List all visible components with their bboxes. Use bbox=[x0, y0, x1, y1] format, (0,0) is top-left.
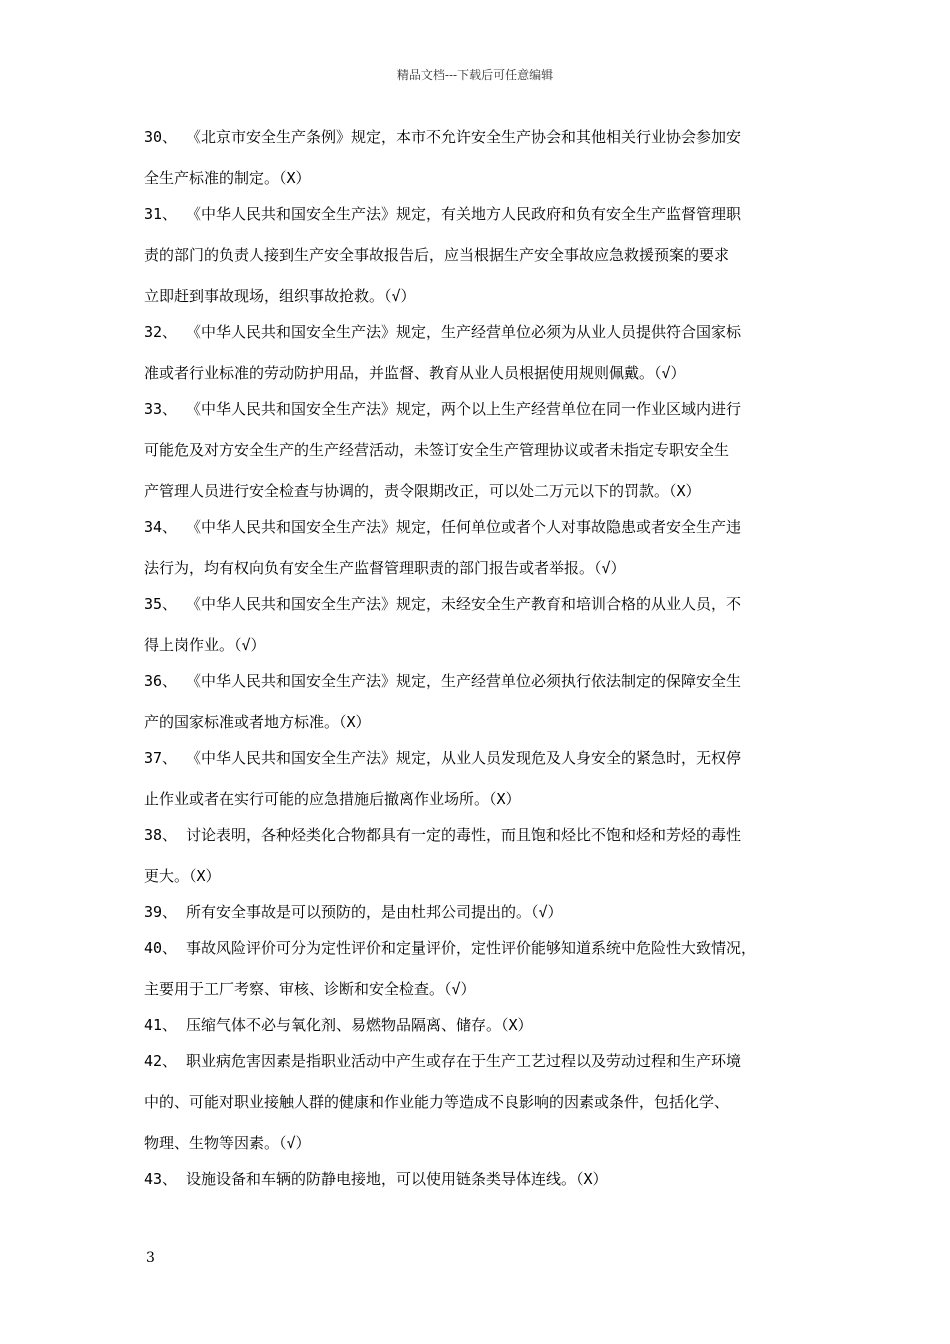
question-number: 34、 bbox=[144, 518, 178, 536]
question-line bbox=[144, 788, 824, 810]
question-text: 压缩气体不必与氧化剂、易燃物品隔离、储存。（X） bbox=[186, 1016, 533, 1034]
question-number: 31、 bbox=[144, 205, 178, 223]
question-text: 《中华人民共和国安全生产法》规定，从业人员发现危及人身安全的紧急时，无权停 bbox=[186, 749, 742, 767]
question-number: 37、 bbox=[144, 749, 178, 767]
question-text: 中的、可能对职业接触人群的健康和作业能力等造成不良影响的因素或条件，包括化学、 bbox=[144, 1093, 730, 1111]
question-item bbox=[144, 1014, 824, 1036]
question-line bbox=[144, 747, 824, 769]
question-number: 36、 bbox=[144, 672, 178, 690]
question-line bbox=[144, 593, 824, 615]
question-line bbox=[144, 978, 824, 1000]
question-number: 43、 bbox=[144, 1170, 178, 1188]
question-line bbox=[144, 557, 824, 579]
question-line bbox=[144, 901, 824, 923]
question-text: 止作业或者在实行可能的应急措施后撤离作业场所。（X） bbox=[144, 790, 521, 808]
question-text: 设施设备和车辆的防静电接地，可以使用链条类导体连线。（X） bbox=[186, 1170, 608, 1188]
question-line bbox=[144, 398, 824, 420]
question-line bbox=[144, 634, 824, 656]
question-item bbox=[144, 398, 824, 502]
question-line bbox=[144, 285, 824, 307]
question-item bbox=[144, 321, 824, 384]
question-text: 物理、生物等因素。（√） bbox=[144, 1134, 311, 1152]
question-line bbox=[144, 865, 824, 887]
question-line bbox=[144, 1168, 824, 1190]
question-text: 职业病危害因素是指职业活动中产生或存在于生产工艺过程以及劳动过程和生产环境 bbox=[186, 1052, 742, 1070]
question-line bbox=[144, 167, 824, 189]
question-text: 事故风险评价可分为定性评价和定量评价，定性评价能够知道系统中危险性大致情况， bbox=[186, 939, 757, 957]
question-number: 30、 bbox=[144, 128, 178, 146]
question-line bbox=[144, 439, 824, 461]
question-item bbox=[144, 670, 824, 733]
question-item bbox=[144, 937, 824, 1000]
question-item bbox=[144, 203, 824, 307]
header-watermark: 精品文档---下载后可任意编辑 bbox=[396, 68, 554, 82]
question-line bbox=[144, 1050, 824, 1072]
question-number: 32、 bbox=[144, 323, 178, 341]
question-line bbox=[144, 937, 824, 959]
question-text: 《北京市安全生产条例》规定，本市不允许安全生产协会和其他相关行业协会参加安 bbox=[186, 128, 742, 146]
question-line bbox=[144, 1091, 824, 1113]
question-text: 准或者行业标准的劳动防护用品，并监督、教育从业人员根据使用规则佩戴。（√） bbox=[144, 364, 686, 382]
question-line bbox=[144, 244, 824, 266]
document-body bbox=[144, 126, 824, 1204]
question-text: 可能危及对方安全生产的生产经营活动，未签订安全生产管理协议或者未指定专职安全生 bbox=[144, 441, 730, 459]
question-text: 产的国家标准或者地方标准。（X） bbox=[144, 713, 371, 731]
question-item bbox=[144, 516, 824, 579]
question-line bbox=[144, 1132, 824, 1154]
question-text: 立即赶到事故现场，组织事故抢救。（√） bbox=[144, 287, 416, 305]
question-text: 《中华人民共和国安全生产法》规定，任何单位或者个人对事故隐患或者安全生产违 bbox=[186, 518, 742, 536]
question-line bbox=[144, 203, 824, 225]
question-text: 《中华人民共和国安全生产法》规定，生产经营单位必须为从业人员提供符合国家标 bbox=[186, 323, 742, 341]
question-item bbox=[144, 1050, 824, 1154]
question-text: 《中华人民共和国安全生产法》规定，两个以上生产经营单位在同一作业区域内进行 bbox=[186, 400, 742, 418]
question-item bbox=[144, 824, 824, 887]
question-line bbox=[144, 480, 824, 502]
question-text: 全生产标准的制定。（X） bbox=[144, 169, 311, 187]
question-text: 更大。（X） bbox=[144, 867, 221, 885]
page-number: 3 bbox=[146, 1250, 155, 1266]
question-number: 35、 bbox=[144, 595, 178, 613]
question-number: 41、 bbox=[144, 1016, 178, 1034]
question-text: 主要用于工厂考察、审核、诊断和安全检查。（√） bbox=[144, 980, 476, 998]
question-text: 法行为，均有权向负有安全生产监督管理职责的部门报告或者举报。（√） bbox=[144, 559, 626, 577]
question-number: 33、 bbox=[144, 400, 178, 418]
question-text: 产管理人员进行安全检查与协调的，责令限期改正，可以处二万元以下的罚款。（X） bbox=[144, 482, 701, 500]
question-line bbox=[144, 126, 824, 148]
question-item bbox=[144, 126, 824, 189]
question-text: 责的部门的负责人接到生产安全事故报告后，应当根据生产安全事故应急救援预案的要求 bbox=[144, 246, 730, 264]
question-text: 讨论表明，各种烃类化合物都具有一定的毒性，而且饱和烃比不饱和烃和芳烃的毒性 bbox=[186, 826, 742, 844]
question-text: 得上岗作业。（√） bbox=[144, 636, 266, 654]
question-text: 《中华人民共和国安全生产法》规定，生产经营单位必须执行依法制定的保障安全生 bbox=[186, 672, 742, 690]
question-number: 38、 bbox=[144, 826, 178, 844]
question-line bbox=[144, 321, 824, 343]
question-number: 42、 bbox=[144, 1052, 178, 1070]
question-line bbox=[144, 824, 824, 846]
question-item bbox=[144, 593, 824, 656]
question-item bbox=[144, 1168, 824, 1190]
question-item bbox=[144, 901, 824, 923]
question-line bbox=[144, 362, 824, 384]
question-text: 《中华人民共和国安全生产法》规定，有关地方人民政府和负有安全生产监督管理职 bbox=[186, 205, 742, 223]
question-number: 40、 bbox=[144, 939, 178, 957]
question-item bbox=[144, 747, 824, 810]
question-line bbox=[144, 670, 824, 692]
question-line bbox=[144, 1014, 824, 1036]
question-text: 所有安全事故是可以预防的，是由杜邦公司提出的。（√） bbox=[186, 903, 563, 921]
question-text: 《中华人民共和国安全生产法》规定，未经安全生产教育和培训合格的从业人员，不 bbox=[186, 595, 742, 613]
question-line bbox=[144, 516, 824, 538]
question-number: 39、 bbox=[144, 903, 178, 921]
question-line bbox=[144, 711, 824, 733]
